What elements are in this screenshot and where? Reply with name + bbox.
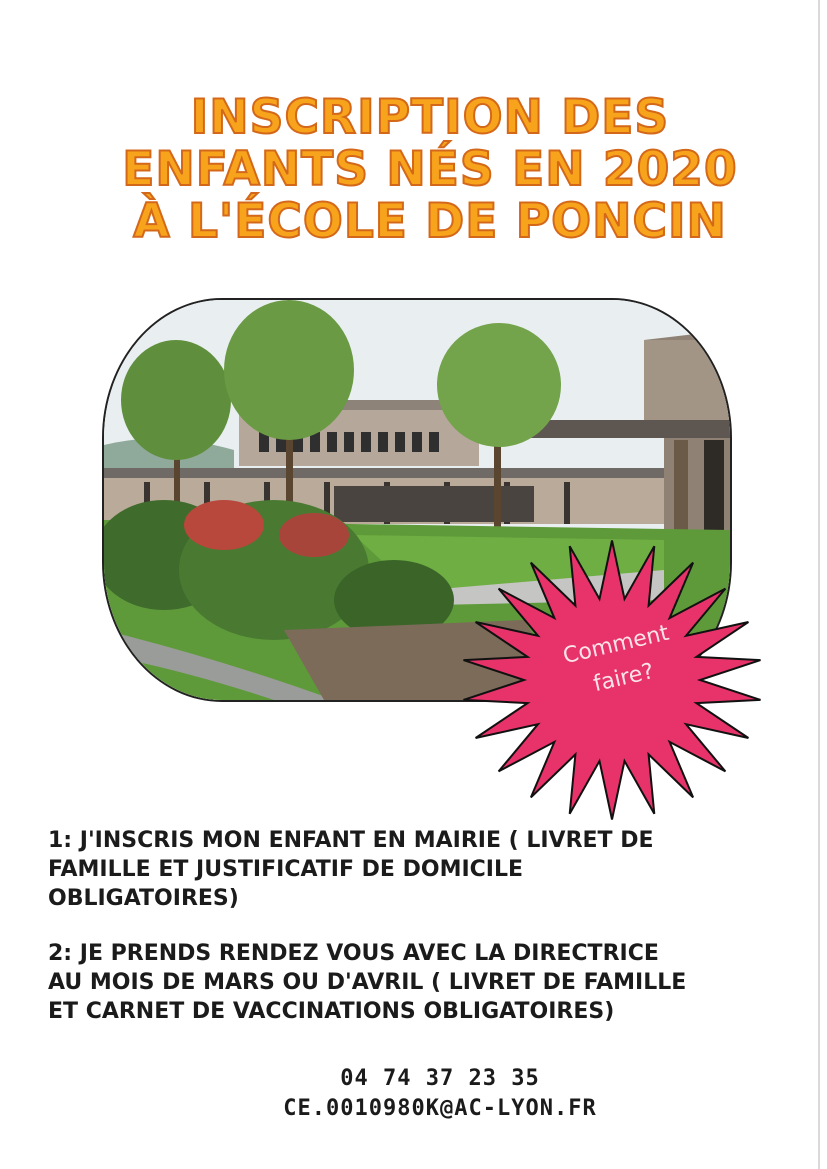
- email-address: CE.0010980K@AC-LYON.FR: [283, 1096, 597, 1121]
- title-line-2: ENFANTS NÉS EN 2020: [122, 142, 738, 197]
- step-1: 1: J'INSCRIS MON ENFANT EN MAIRIE ( LIVRET DE FAMILLE ET JUSTIFICATIF DE DOMICILE OBLIGATOIRES): [48, 828, 654, 911]
- title-line-1: INSCRIPTION DES: [190, 90, 670, 145]
- page-edge: [818, 0, 820, 1169]
- poster-title: [60, 92, 800, 248]
- starburst-line-2: faire?: [591, 659, 657, 698]
- instructions: [48, 826, 808, 1052]
- contact-block: [220, 1064, 660, 1124]
- title-line-3: À L'ÉCOLE DE PONCIN: [133, 194, 727, 249]
- starburst-line-1: Comment: [560, 620, 672, 670]
- step-2: 2: JE PRENDS RENDEZ VOUS AVEC LA DIRECTRICE AU MOIS DE MARS OU D'AVRIL ( LIVRET DE FAMILLE ET CARNET DE VACCINATIONS OBLIGATOIRES): [48, 941, 687, 1024]
- phone-number: 04 74 37 23 35: [340, 1066, 540, 1091]
